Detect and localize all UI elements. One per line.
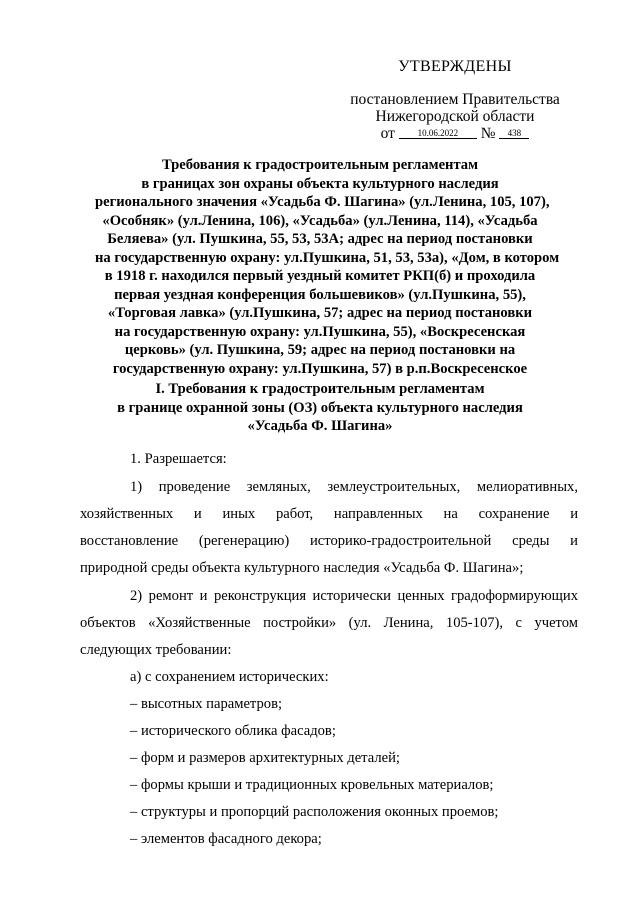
section-heading [95,380,545,436]
approval-line-2: Нижегородской области [375,108,535,125]
title-line: «Особняк» (ул.Ленина, 106), «Усадьба» (ул.Ленина, 114), «Усадьба [102,212,538,229]
title-line: «Торговая лавка» (ул.Пушкина, 57; адрес на период постановки [107,305,533,321]
title-line: в 1918 г. находился первый уездный комитет РКП(б) и проходила [104,268,536,284]
paragraph-line: 1) проведение земляных, землеустроительных, мелиоративных, [130,479,578,495]
title-line: Требования к градостроительным регламентам [161,157,479,173]
paragraph-line: объектов «Хозяйственные постройки» (ул. Ленина, 105-107), с учетом [80,615,578,631]
paragraph-line: следующих требовании: [80,642,232,658]
title-line: в границах зон охраны объекта культурного наследия [141,175,499,192]
approval-line-1: постановлением Правительства [350,91,560,108]
paragraph-allowed: 1. Разрешается: [130,451,227,467]
approval-block [340,58,570,142]
section-heading-line: в границе охранной зоны (ОЗ) объекта культурного наследия [117,399,523,416]
approval-stamp: УТВЕРЖДЕНЫ [398,58,512,75]
section-heading-line: «Усадьба Ф. Шагина» [247,418,393,434]
title-line: первая уездная конференция большевиков» (ул.Пушкина, 55), [114,286,526,303]
paragraph-line: 2) ремонт и реконструкция исторически ценных градоформирующих [130,588,578,604]
list-item: – формы крыши и традиционных кровельных материалов; [130,777,494,793]
paragraph-line: природной среды объекта культурного наследия «Усадьба Ф. Шагина»; [80,560,524,576]
title-line: на государственную охрану: ул.Пушкина, 55), «Воскресенская [114,323,526,340]
decree-number: 438 [499,128,529,139]
list-item: – элементов фасадного декора; [130,831,322,847]
title-line: регионального значения «Усадьба Ф. Шагина» (ул.Ленина, 105, 107), [95,194,550,210]
paragraph-line: восстановление (регенерацию) историко-градостроительной среды и [80,533,578,549]
title-line: церковь» (ул. Пушкина, 59; адрес на период постановки на [124,342,516,358]
title-line: Беляева» (ул. Пушкина, 55, 53, 53А; адрес на период постановки [107,231,533,247]
from-label: от [380,125,395,142]
paragraph-line: хозяйственных и иных работ, направленных на сохранение и [80,506,578,522]
list-item: – исторического облика фасадов; [130,723,336,739]
list-item: – структуры и пропорций расположения оконных проемов; [130,804,499,820]
title-line: на государственную охрану: ул.Пушкина, 51, 53, 53а), «Дом, в котором [95,249,560,266]
approval-date-row [340,125,570,142]
list-item: а) с сохранением исторических: [130,669,329,685]
decree-date: 10.06.2022 [399,128,477,139]
number-label: № [480,125,496,142]
document-title [95,156,560,378]
list-item: – высотных параметров; [130,696,283,712]
section-heading-line: I. Требования к градостроительным регламентам [155,381,485,397]
list-item: – форм и размеров архитектурных деталей; [130,750,400,766]
title-line: государственную охрану: ул.Пушкина, 57) в р.п.Воскресенское [112,360,528,377]
